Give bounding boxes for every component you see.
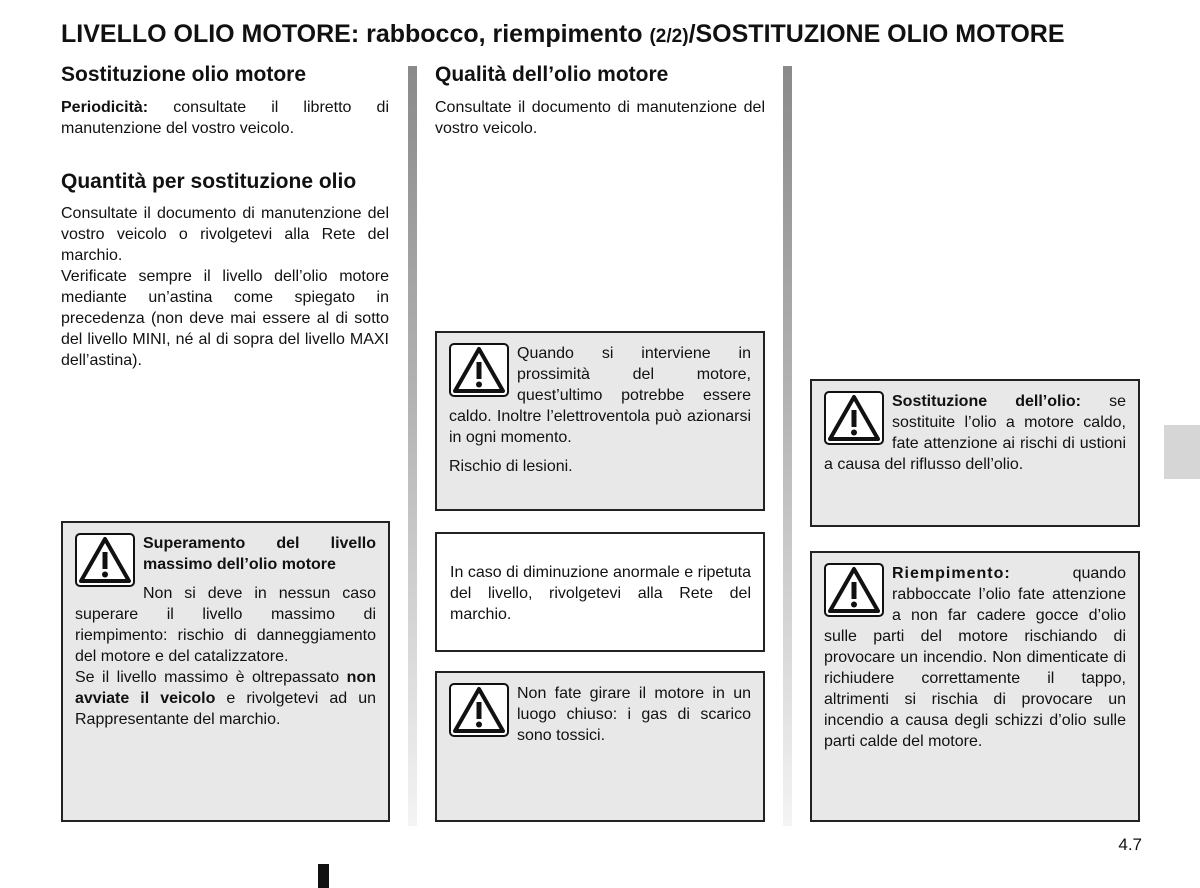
warning-hot-engine-risk: Rischio di lesioni. — [449, 458, 573, 475]
heading-oil-quantity: Quantità per sostituzione olio — [61, 170, 357, 193]
warning-refill-label: Riempimento: — [892, 565, 1011, 582]
warning-oil-change-label: Sostituzione dell’olio: — [892, 393, 1081, 410]
oil-quantity-text — [61, 203, 389, 371]
warning-max-level-text-2a: Se il livello massimo è oltrepassato — [75, 669, 347, 686]
page-title-tail: /SOSTITUZIONE OLIO MOTORE — [688, 20, 1065, 48]
periodicity-label: Periodicità: — [61, 99, 149, 116]
warning-box-exhaust — [435, 671, 765, 822]
warning-max-level-text: Non si deve in nessun caso superare il livello massimo di riempimento: rischio di danneggiamento del motore e del catalizzatore. — [75, 585, 376, 665]
page-number: 4.7 — [1118, 835, 1142, 854]
warning-triangle-icon — [449, 683, 509, 737]
oil-quantity-para-1: Consultate il documento di manutenzione del vostro veicolo o rivolgetevi alla Rete del marchio. — [61, 205, 389, 264]
warning-max-level-text-2c: e rivolgetevi ad un Rappresentante del marchio. — [75, 690, 376, 728]
warning-triangle-icon — [449, 343, 509, 397]
page-title — [61, 18, 1161, 53]
warning-box-hot-engine — [435, 331, 765, 511]
warning-box-refill — [810, 551, 1140, 822]
note-box-oil-level: In caso di diminuzione anormale e ripetuta del livello, rivolgetevi alla Rete del marchio. — [435, 532, 765, 652]
heading-oil-quality: Qualità dell’olio motore — [435, 63, 669, 86]
heading-oil-change: Sostituzione olio motore — [61, 63, 306, 86]
crop-mark — [318, 864, 329, 888]
oil-quality-text: Consultate il documento di manutenzione del vostro veicolo. — [435, 99, 765, 137]
warning-refill-text: quando rabboccate l’olio fate attenzione a non far cadere gocce d’olio sulle parti del motore rischiando di provocare un incendio. Non dimenticate di richiudere correttamente il tappo, altrimenti si rischia di provocare un incendio a causa degli schizzi d’olio sulle parti calde del motore. — [824, 565, 1126, 750]
warning-hot-engine-text: Quando si interviene in prossimità del motore, quest’ultimo potrebbe essere caldo. Inoltre l’elettroventola può azionarsi in ogni momento. — [449, 345, 751, 446]
warning-triangle-icon — [824, 563, 884, 617]
column-divider-left — [408, 66, 417, 826]
oil-quantity-para-2: Verificate sempre il livello dell’olio motore mediante un’astina come spiegato in precedenza (non deve mai essere al di sotto del livello MINI, né al di sopra del livello MAXI dell’astina). — [61, 268, 389, 369]
warning-exhaust-text: Non fate girare il motore in un luogo chiuso: i gas di scarico sono tossici. — [517, 685, 751, 744]
periodicity-text — [61, 97, 389, 139]
column-divider-right — [783, 66, 792, 826]
warning-max-level-text-2b: non avviate il veicolo — [75, 669, 376, 707]
periodicity-value: consultate il libretto di manutenzione del vostro veicolo. — [61, 99, 389, 137]
warning-box-oil-change — [810, 379, 1140, 527]
warning-box-max-level — [61, 521, 390, 822]
page-title-main: LIVELLO OLIO MOTORE: rabbocco, riempimento — [61, 20, 650, 48]
warning-oil-change-text: se sostituite l’olio a motore caldo, fate attenzione ai rischi di ustioni a causa del riflusso dell’olio. — [824, 393, 1127, 473]
warning-triangle-icon — [824, 391, 884, 445]
page-title-part: (2/2) — [649, 26, 689, 47]
warning-triangle-icon — [75, 533, 135, 587]
chapter-tab — [1164, 425, 1200, 479]
warning-max-level-title: Superamento del livello massimo dell’olio motore — [143, 535, 376, 573]
